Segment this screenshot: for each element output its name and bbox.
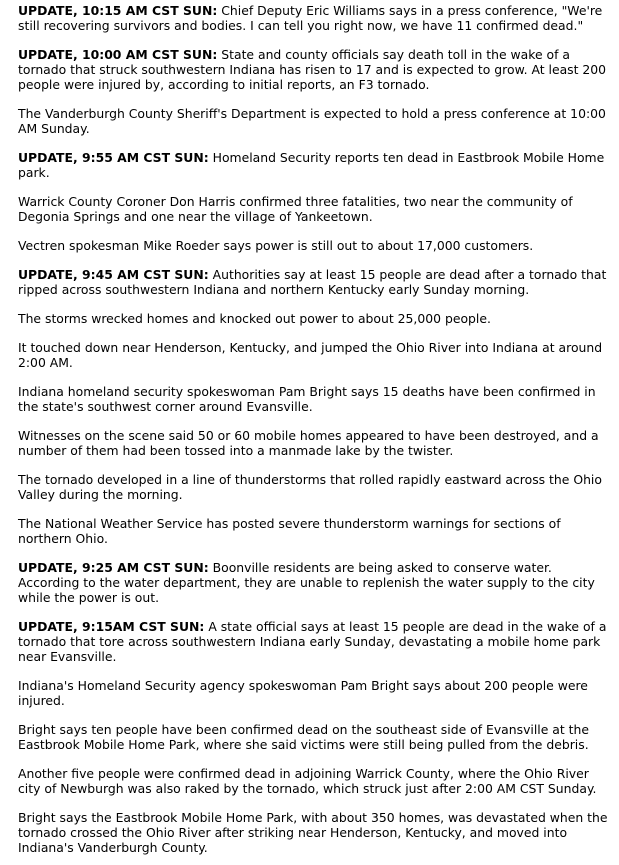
paragraph [18,766,615,796]
paragraph [18,384,615,414]
paragraph [18,516,615,546]
paragraph-text: Authorities say at least 15 people are dead after a tornado that ripped across southwestern Indiana and northern Kentucky early Sunday morning. [18,267,607,297]
update-heading: UPDATE, 9:45 AM CST SUN: [18,267,209,282]
update-heading: UPDATE, 9:55 AM CST SUN: [18,150,209,165]
paragraph-text: Homeland Security reports ten dead in Eastbrook Mobile Home park. [18,150,605,180]
paragraph [18,678,615,708]
paragraph-text: The National Weather Service has posted severe thunderstorm warnings for sections of northern Ohio. [18,516,561,546]
paragraph [18,722,615,752]
paragraph [18,194,615,224]
paragraph [18,340,615,370]
paragraph [18,47,615,92]
update-heading: UPDATE, 9:15AM CST SUN: [18,619,205,634]
paragraph-text: State and county officials say death toll in the wake of a tornado that struck southwestern Indiana has risen to 17 and is expected to grow. At least 200 people were injured by, according to initial reports, an F3 tornado. [18,47,607,92]
paragraph [18,3,615,33]
paragraph-text: The storms wrecked homes and knocked out power to about 25,000 people. [18,311,491,326]
paragraph [18,238,615,253]
paragraph-text: Bright says ten people have been confirmed dead on the southeast side of Evansville at the Eastbrook Mobile Home Park, where she said victims were still being pulled from the debris. [18,722,590,752]
paragraph [18,311,615,326]
paragraph-text: Indiana homeland security spokeswoman Pam Bright says 15 deaths have been confirmed in the state's southwest corner around Evansville. [18,384,596,414]
update-heading: UPDATE, 10:00 AM CST SUN: [18,47,218,62]
paragraph [18,560,615,605]
paragraph-text: Warrick County Coroner Don Harris confirmed three fatalities, two near the community of Degonia Springs and one near the village of Yankeetown. [18,194,573,224]
paragraph [18,106,615,136]
paragraph-text: Indiana's Homeland Security agency spokeswoman Pam Bright says about 200 people were injured. [18,678,588,708]
paragraph-text: It touched down near Henderson, Kentucky, and jumped the Ohio River into Indiana at around 2:00 AM. [18,340,603,370]
paragraph-text: The tornado developed in a line of thunderstorms that rolled rapidly eastward across the Ohio Valley during the morning. [18,472,602,502]
paragraph [18,428,615,458]
paragraph [18,472,615,502]
paragraph-text: Bright says the Eastbrook Mobile Home Park, with about 350 homes, was devastated when the tornado crossed the Ohio River after striking near Henderson, Kentucky, and moved into Indiana's Vanderburgh County. [18,810,608,855]
update-heading: UPDATE, 10:15 AM CST SUN: [18,3,218,18]
update-heading: UPDATE, 9:25 AM CST SUN: [18,560,209,575]
paragraph-text: The Vanderburgh County Sheriff's Department is expected to hold a press conference at 10:00 AM Sunday. [18,106,606,136]
paragraph [18,810,615,855]
paragraph-text: A state official says at least 15 people are dead in the wake of a tornado that tore across southwestern Indiana early Sunday, devastating a mobile home park near Evansville. [18,619,607,664]
paragraph-text: Witnesses on the scene said 50 or 60 mobile homes appeared to have been destroyed, and a number of them had been tossed into a manmade lake by the twister. [18,428,599,458]
paragraph-text: Another five people were confirmed dead in adjoining Warrick County, where the Ohio River city of Newburgh was also raked by the tornado, which struck just after 2:00 AM CST Sunday. [18,766,597,796]
paragraph [18,619,615,664]
paragraph [18,267,615,297]
paragraph [18,150,615,180]
paragraph-text: Chief Deputy Eric Williams says in a press conference, "We're still recovering survivors and bodies. I can tell you right now, we have 11 confirmed dead." [18,3,603,33]
paragraph-text: Vectren spokesman Mike Roeder says power is still out to about 17,000 customers. [18,238,534,253]
paragraph-text: Boonville residents are being asked to conserve water. According to the water department, they are unable to replenish the water supply to the city while the power is out. [18,560,595,605]
